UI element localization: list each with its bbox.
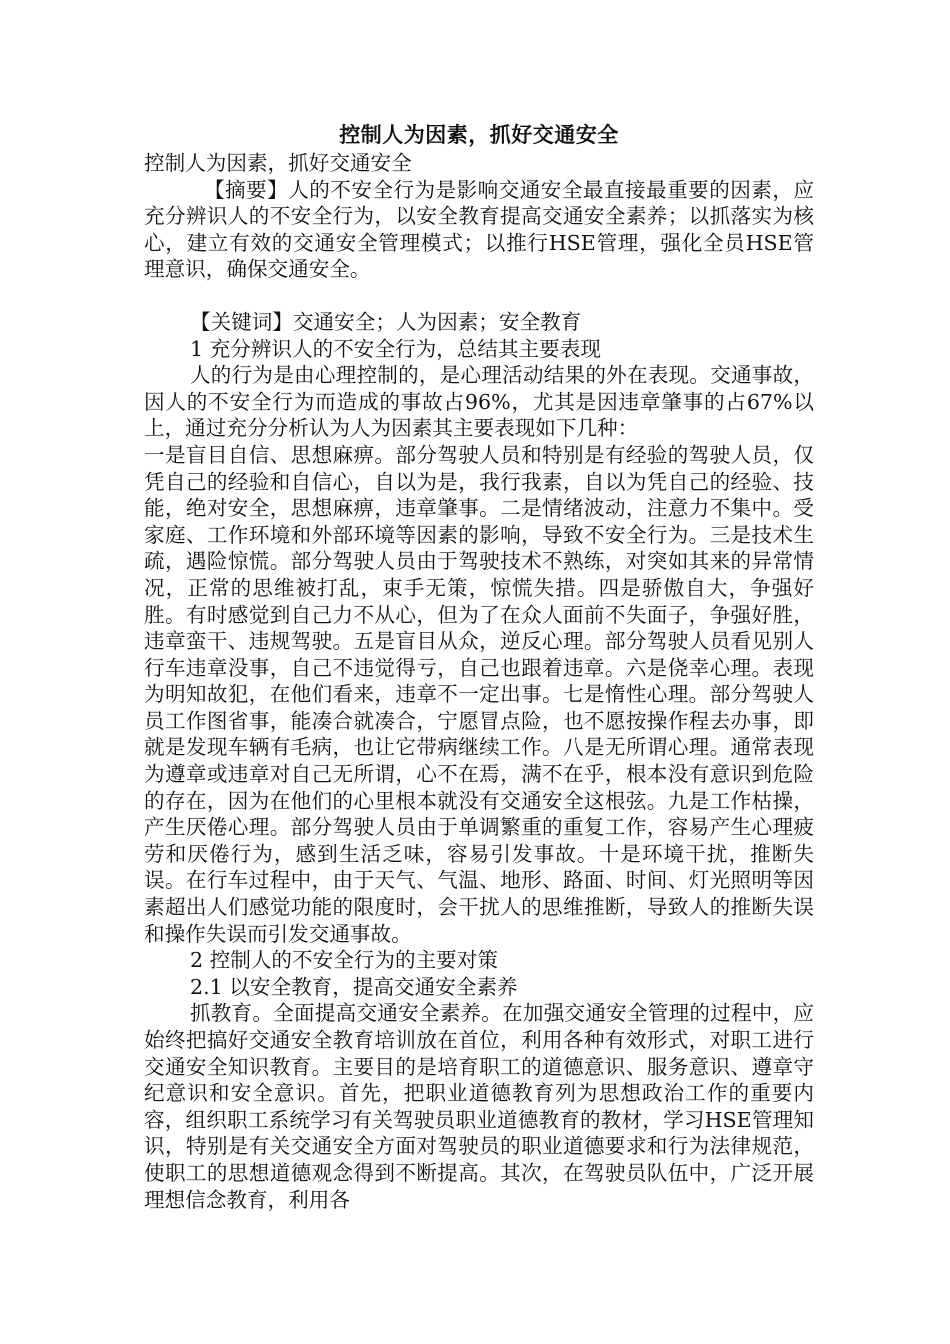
section-2-1-heading: 2.1 以安全教育，提高交通安全素养	[190, 974, 518, 999]
section-2-1-body: 抓教育。全面提高交通安全素养。在加强交通安全管理的过程中，应始终把搞好交通安全教育培训放在首位，利用各种有效形式，对职工进行交通安全知识教育。主要目的是培育职工的道德意识、服务意识、遵章守纪意识和安全意识。首先，把职业道德教育列为思想政治工作的重要内容，组织职工系统学习有关驾驶员职业道德教育的教材，学习HSE管理知识，特别是有关交通安全方面对驾驶员的职业道德要求和行为法律规范，使职工的思想道德观念得到不断提高。其次，在驾驶员队伍中，广泛开展理想信念教育，利用各	[144, 1001, 814, 1212]
document-title: 控制人为因素，抓好交通安全	[339, 122, 619, 147]
section-1-heading: 1 充分辨识人的不安全行为，总结其主要表现	[190, 336, 601, 361]
keywords-line: 【关键词】交通安全；人为因素；安全教育	[190, 309, 582, 334]
section-2-heading: 2 控制人的不安全行为的主要对策	[190, 948, 498, 973]
document-page	[144, 120, 814, 1213]
section-1-list: 一是盲目自信、思想麻痹。部分驾驶人员和特别是有经验的驾驶人员，仅凭自己的经验和自信心，自以为是，我行我素，自以为凭自己的经验、技能，绝对安全，思想麻痹，违章肇事。二是情绪波动，注意力不集中。受家庭、工作环境和外部环境等因素的影响，导致不安全行为。三是技术生疏，遇险惊慌。部分驾驶人员由于驾驶技术不熟练，对突如其来的异常情况，正常的思维被打乱，束手无策，惊慌失措。四是骄傲自大，争强好胜。有时感觉到自己力不从心，但为了在众人面前不失面子，争强好胜，违章蛮干、违规驾驶。五是盲目从众，逆反心理。部分驾驶人员看见别人行车违章没事，自己不违觉得亏，自己也跟着违章。六是侥幸心理。表现为明知故犯，在他们看来，违章不一定出事。七是惰性心理。部分驾驶人员工作图省事，能凑合就凑合，宁愿冒点险，也不愿按操作程去办事，即就是发现车辆有毛病，也让它带病继续工作。八是无所谓心理。通常表现为遵章或违章对自己无所谓，心不在焉，满不在乎，根本没有意识到危险的存在，因为在他们的心里根本就没有交通安全这根弦。九是工作枯操，产生厌倦心理。部分驾驶人员由于单调繁重的重复工作，容易产生心理疲劳和厌倦行为，感到生活乏味，容易引发事故。十是环境干扰，推断失误。在行车过程中，由于天气、气温、地形、路面、时间、灯光照明等因素超出人们感觉功能的限度时，会干扰人的思维推断，导致人的推断失误和操作失误而引发交通事故。	[144, 442, 814, 946]
document-subtitle: 控制人为因素，抓好交通安全	[144, 151, 412, 175]
abstract-paragraph: 【摘要】人的不安全行为是影响交通安全最直接最重要的因素，应充分辨识人的不安全行为，以安全教育提高交通安全素养；以抓落实为核心，建立有效的交通安全管理模式；以推行HSE管理，强化全员HSE管理意识，确保交通安全。	[144, 177, 814, 282]
section-1-intro: 人的行为是由心理控制的，是心理活动结果的外在表现。交通事故，因人的不安全行为而造成的事故占96%，尤其是因违章肇事的占67%以上，通过充分分析认为人为因素其主要表现如下几种：	[144, 363, 814, 441]
